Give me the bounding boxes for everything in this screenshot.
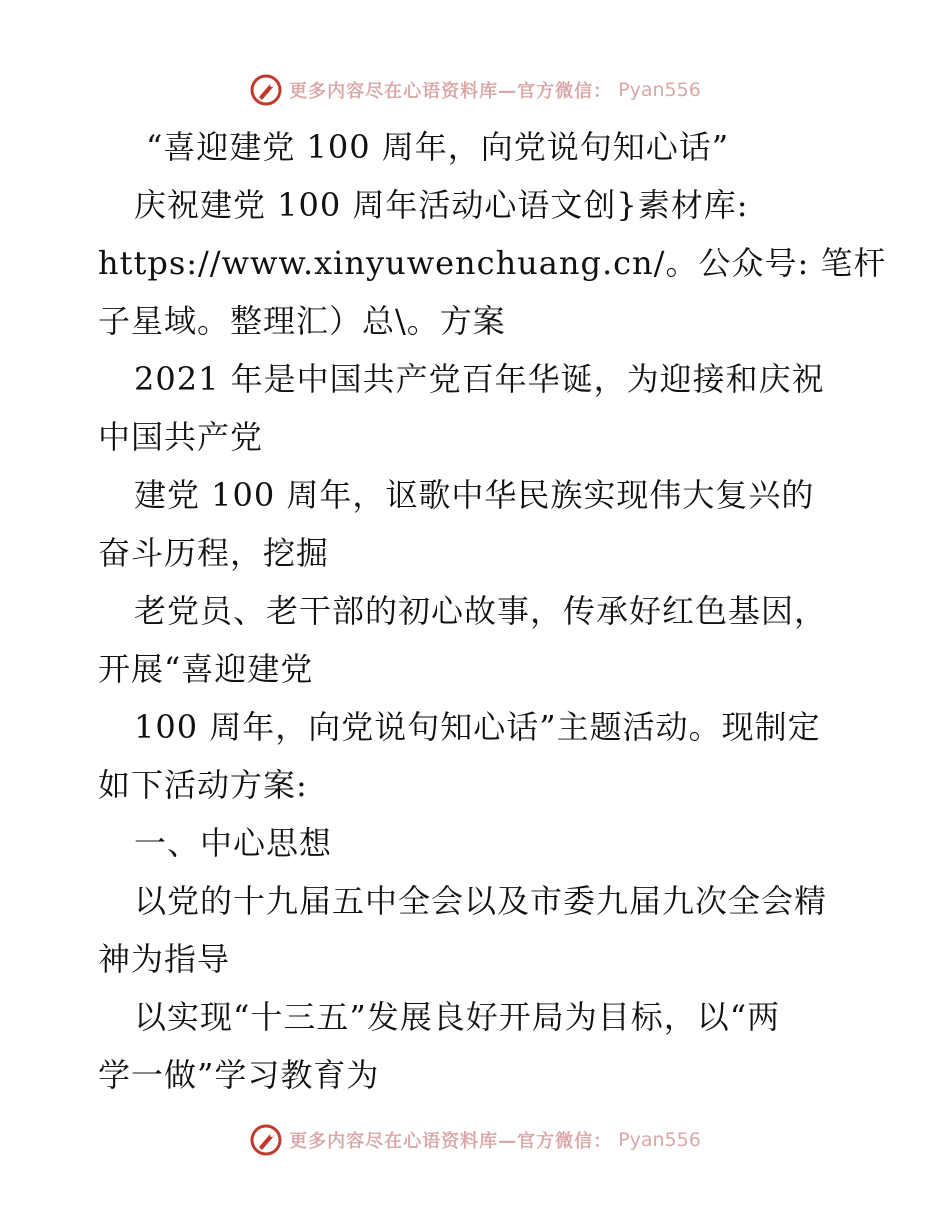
paragraph-line: 神为指导 (98, 940, 231, 978)
watermark-text: 更多内容尽在心语资料库—官方微信： (289, 81, 613, 102)
pen-nib-logo-icon (249, 73, 283, 107)
paragraph-line: 开展“喜迎建党 (98, 650, 314, 688)
paragraph-line: https://www.xinyuwenchuang.cn/。公众号: 笔杆 (98, 244, 887, 282)
paragraph-line: 以实现“十三五”发展良好开局为目标，以“两 (134, 998, 781, 1036)
paragraph-line: 2021 年是中国共产党百年华诞，为迎接和庆祝 (134, 360, 825, 398)
section-heading: 一、中心思想 (134, 824, 333, 862)
paragraph-line: 学一做”学习教育为 (98, 1056, 380, 1094)
watermark-contact: Pyan556 (618, 1129, 701, 1151)
paragraph-line: 老党员、老干部的初心故事，传承好红色基因， (134, 592, 828, 630)
paragraph-line: 建党 100 周年，讴歌中华民族实现伟大复兴的 (134, 476, 815, 514)
header-watermark-banner (0, 70, 950, 110)
document-body (98, 118, 887, 1104)
paragraph-line: 奋斗历程，挖掘 (98, 534, 330, 572)
paragraph-line: 中国共产党 (98, 418, 264, 456)
footer-watermark-banner (0, 1120, 950, 1160)
paragraph-line: 100 周年，向党说句知心话”主题活动。现制定 (134, 708, 821, 746)
paragraph-line: 庆祝建党 100 周年活动心语文创}素材库: (134, 186, 749, 224)
paragraph-line: 以党的十九届五中全会以及市委九届九次全会精 (134, 882, 828, 920)
watermark-contact: Pyan556 (618, 79, 701, 101)
paragraph-line: 如下活动方案: (98, 766, 308, 804)
paragraph-line: 子星域。整理汇）总\。方案 (98, 302, 506, 340)
document-title: “喜迎建党 100 周年，向党说句知心话” (146, 128, 730, 166)
pen-nib-logo-icon (249, 1123, 283, 1157)
watermark-text: 更多内容尽在心语资料库—官方微信： (289, 1131, 613, 1152)
